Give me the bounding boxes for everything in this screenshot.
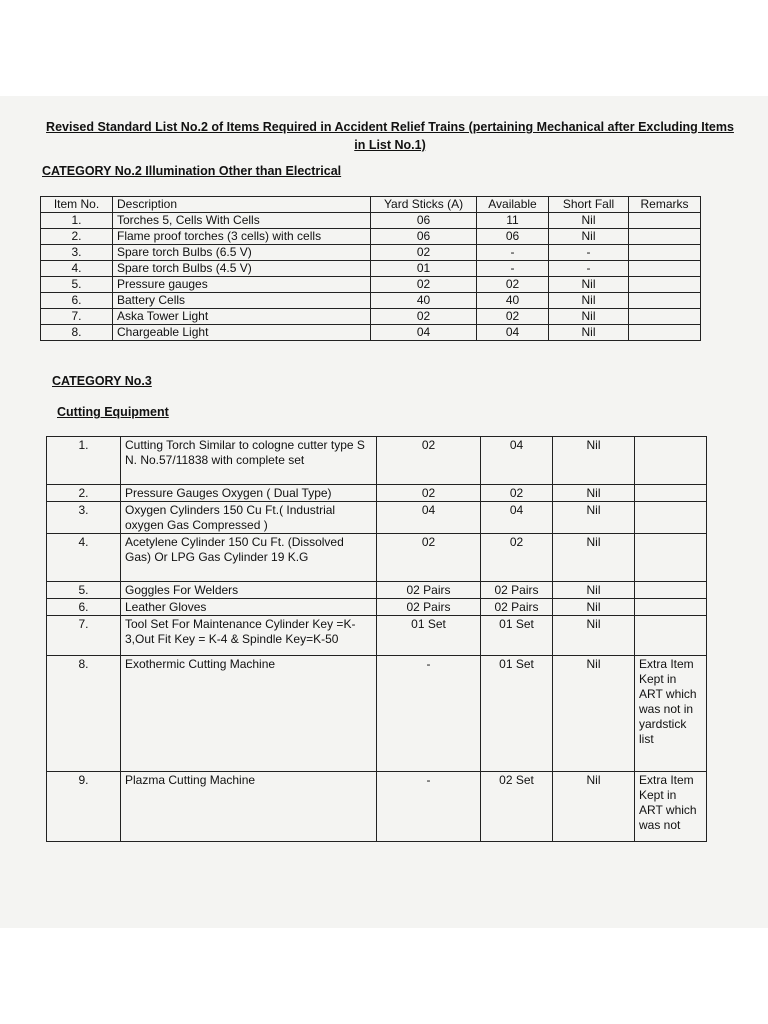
cell-yard-sticks: 02 bbox=[377, 534, 481, 582]
cell-yard-sticks: 01 bbox=[371, 261, 477, 277]
cell-item-no: 5. bbox=[41, 277, 113, 293]
cell-remarks bbox=[635, 485, 707, 502]
cell-item-no: 2. bbox=[47, 485, 121, 502]
cell-short-fall: Nil bbox=[549, 213, 629, 229]
cell-short-fall: Nil bbox=[549, 293, 629, 309]
cell-description: Acetylene Cylinder 150 Cu Ft. (Dissolved Gas) Or LPG Gas Cylinder 19 K.G bbox=[121, 534, 377, 582]
col-header-remarks: Remarks bbox=[629, 197, 701, 213]
cell-available: 02 bbox=[481, 534, 553, 582]
cell-item-no: 7. bbox=[47, 616, 121, 656]
cell-available: 40 bbox=[477, 293, 549, 309]
cell-available: 02 Pairs bbox=[481, 582, 553, 599]
cell-remarks bbox=[629, 293, 701, 309]
cell-short-fall: Nil bbox=[553, 772, 635, 842]
cell-remarks bbox=[635, 437, 707, 485]
cell-short-fall: Nil bbox=[553, 656, 635, 772]
category-2-table bbox=[40, 196, 701, 341]
col-header-description: Description bbox=[113, 197, 371, 213]
cell-description: Oxygen Cylinders 150 Cu Ft.( Industrial oxygen Gas Compressed ) bbox=[121, 502, 377, 534]
cell-item-no: 4. bbox=[47, 534, 121, 582]
cell-description: Flame proof torches (3 cells) with cells bbox=[113, 229, 371, 245]
cell-available: 06 bbox=[477, 229, 549, 245]
cell-description: Cutting Torch Similar to cologne cutter type S N. No.57/11838 with complete set bbox=[121, 437, 377, 485]
cell-item-no: 6. bbox=[47, 599, 121, 616]
cell-remarks bbox=[635, 502, 707, 534]
table-row bbox=[41, 229, 701, 245]
category-3-heading: CATEGORY No.3 bbox=[52, 374, 152, 388]
cell-yard-sticks: - bbox=[377, 656, 481, 772]
table-row bbox=[41, 213, 701, 229]
cell-description: Chargeable Light bbox=[113, 325, 371, 341]
cell-yard-sticks: 02 bbox=[371, 277, 477, 293]
cell-remarks bbox=[629, 325, 701, 341]
table-row bbox=[47, 616, 707, 656]
table-row bbox=[41, 245, 701, 261]
cell-yard-sticks: 02 bbox=[377, 437, 481, 485]
cell-yard-sticks: 02 Pairs bbox=[377, 582, 481, 599]
cell-short-fall: Nil bbox=[553, 582, 635, 599]
table-header-row bbox=[41, 197, 701, 213]
table-row bbox=[47, 437, 707, 485]
cell-item-no: 6. bbox=[41, 293, 113, 309]
cell-item-no: 1. bbox=[41, 213, 113, 229]
cell-item-no: 5. bbox=[47, 582, 121, 599]
cell-item-no: 3. bbox=[41, 245, 113, 261]
cell-available: 02 bbox=[477, 309, 549, 325]
cell-available: 02 bbox=[481, 485, 553, 502]
cell-remarks bbox=[629, 261, 701, 277]
table-row bbox=[41, 325, 701, 341]
col-header-short-fall: Short Fall bbox=[549, 197, 629, 213]
col-header-yard-sticks: Yard Sticks (A) bbox=[371, 197, 477, 213]
cell-remarks bbox=[629, 245, 701, 261]
cell-short-fall: Nil bbox=[553, 485, 635, 502]
cell-short-fall: Nil bbox=[549, 325, 629, 341]
cell-remarks: Extra Item Kept in ART which was not bbox=[635, 772, 707, 842]
col-header-available: Available bbox=[477, 197, 549, 213]
cell-available: 01 Set bbox=[481, 616, 553, 656]
cell-short-fall: Nil bbox=[553, 599, 635, 616]
cell-remarks: Extra Item Kept in ART which was not in yardstick list bbox=[635, 656, 707, 772]
cell-available: 04 bbox=[477, 325, 549, 341]
cell-item-no: 1. bbox=[47, 437, 121, 485]
cell-short-fall: Nil bbox=[553, 616, 635, 656]
table-row bbox=[41, 309, 701, 325]
cell-description: Spare torch Bulbs (6.5 V) bbox=[113, 245, 371, 261]
cell-yard-sticks: 06 bbox=[371, 229, 477, 245]
cell-item-no: 7. bbox=[41, 309, 113, 325]
cell-short-fall: Nil bbox=[553, 437, 635, 485]
cell-remarks bbox=[629, 277, 701, 293]
cell-available: 04 bbox=[481, 502, 553, 534]
cell-yard-sticks: 04 bbox=[371, 325, 477, 341]
cell-short-fall: - bbox=[549, 245, 629, 261]
cell-available: 11 bbox=[477, 213, 549, 229]
cell-remarks bbox=[635, 582, 707, 599]
cell-remarks bbox=[635, 599, 707, 616]
cell-short-fall: Nil bbox=[549, 277, 629, 293]
cell-remarks bbox=[629, 309, 701, 325]
cell-description: Goggles For Welders bbox=[121, 582, 377, 599]
cell-yard-sticks: - bbox=[377, 772, 481, 842]
cell-remarks bbox=[635, 534, 707, 582]
table-row bbox=[47, 772, 707, 842]
category-3-subheading: Cutting Equipment bbox=[57, 405, 169, 419]
cell-yard-sticks: 04 bbox=[377, 502, 481, 534]
cell-item-no: 2. bbox=[41, 229, 113, 245]
cell-available: 02 bbox=[477, 277, 549, 293]
cell-remarks bbox=[629, 213, 701, 229]
document-title: Revised Standard List No.2 of Items Required in Accident Relief Trains (pertaining Mechanical after Excluding Items in List No.1) bbox=[46, 120, 734, 152]
cell-remarks bbox=[635, 616, 707, 656]
cell-item-no: 8. bbox=[41, 325, 113, 341]
table-row bbox=[41, 277, 701, 293]
table-row bbox=[47, 656, 707, 772]
table-row bbox=[41, 261, 701, 277]
cell-remarks bbox=[629, 229, 701, 245]
cell-available: 02 Pairs bbox=[481, 599, 553, 616]
cell-description: Torches 5, Cells With Cells bbox=[113, 213, 371, 229]
cell-short-fall: - bbox=[549, 261, 629, 277]
cell-short-fall: Nil bbox=[549, 309, 629, 325]
table-row bbox=[47, 485, 707, 502]
cell-description: Aska Tower Light bbox=[113, 309, 371, 325]
cell-yard-sticks: 02 bbox=[371, 245, 477, 261]
cell-yard-sticks: 06 bbox=[371, 213, 477, 229]
cell-description: Tool Set For Maintenance Cylinder Key =K-3,Out Fit Key = K-4 & Spindle Key=K-50 bbox=[121, 616, 377, 656]
cell-description: Pressure Gauges Oxygen ( Dual Type) bbox=[121, 485, 377, 502]
table-row bbox=[47, 582, 707, 599]
document-page bbox=[0, 96, 768, 928]
table-row bbox=[47, 502, 707, 534]
cell-description: Plazma Cutting Machine bbox=[121, 772, 377, 842]
table-row bbox=[47, 534, 707, 582]
cell-short-fall: Nil bbox=[553, 534, 635, 582]
cell-short-fall: Nil bbox=[549, 229, 629, 245]
cell-yard-sticks: 02 bbox=[371, 309, 477, 325]
cell-yard-sticks: 02 bbox=[377, 485, 481, 502]
category-3-table bbox=[46, 436, 707, 842]
cell-item-no: 8. bbox=[47, 656, 121, 772]
cell-description: Pressure gauges bbox=[113, 277, 371, 293]
cell-description: Battery Cells bbox=[113, 293, 371, 309]
cell-item-no: 3. bbox=[47, 502, 121, 534]
table-row bbox=[41, 293, 701, 309]
cell-yard-sticks: 40 bbox=[371, 293, 477, 309]
cell-available: - bbox=[477, 245, 549, 261]
cell-item-no: 9. bbox=[47, 772, 121, 842]
cell-available: 02 Set bbox=[481, 772, 553, 842]
cell-available: 04 bbox=[481, 437, 553, 485]
cell-available: - bbox=[477, 261, 549, 277]
cell-yard-sticks: 02 Pairs bbox=[377, 599, 481, 616]
table-row bbox=[47, 599, 707, 616]
col-header-item-no: Item No. bbox=[41, 197, 113, 213]
cell-yard-sticks: 01 Set bbox=[377, 616, 481, 656]
cell-short-fall: Nil bbox=[553, 502, 635, 534]
cell-description: Spare torch Bulbs (4.5 V) bbox=[113, 261, 371, 277]
cell-item-no: 4. bbox=[41, 261, 113, 277]
cell-available: 01 Set bbox=[481, 656, 553, 772]
cell-description: Leather Gloves bbox=[121, 599, 377, 616]
category-2-heading: CATEGORY No.2 Illumination Other than Electrical bbox=[42, 164, 342, 178]
cell-description: Exothermic Cutting Machine bbox=[121, 656, 377, 772]
